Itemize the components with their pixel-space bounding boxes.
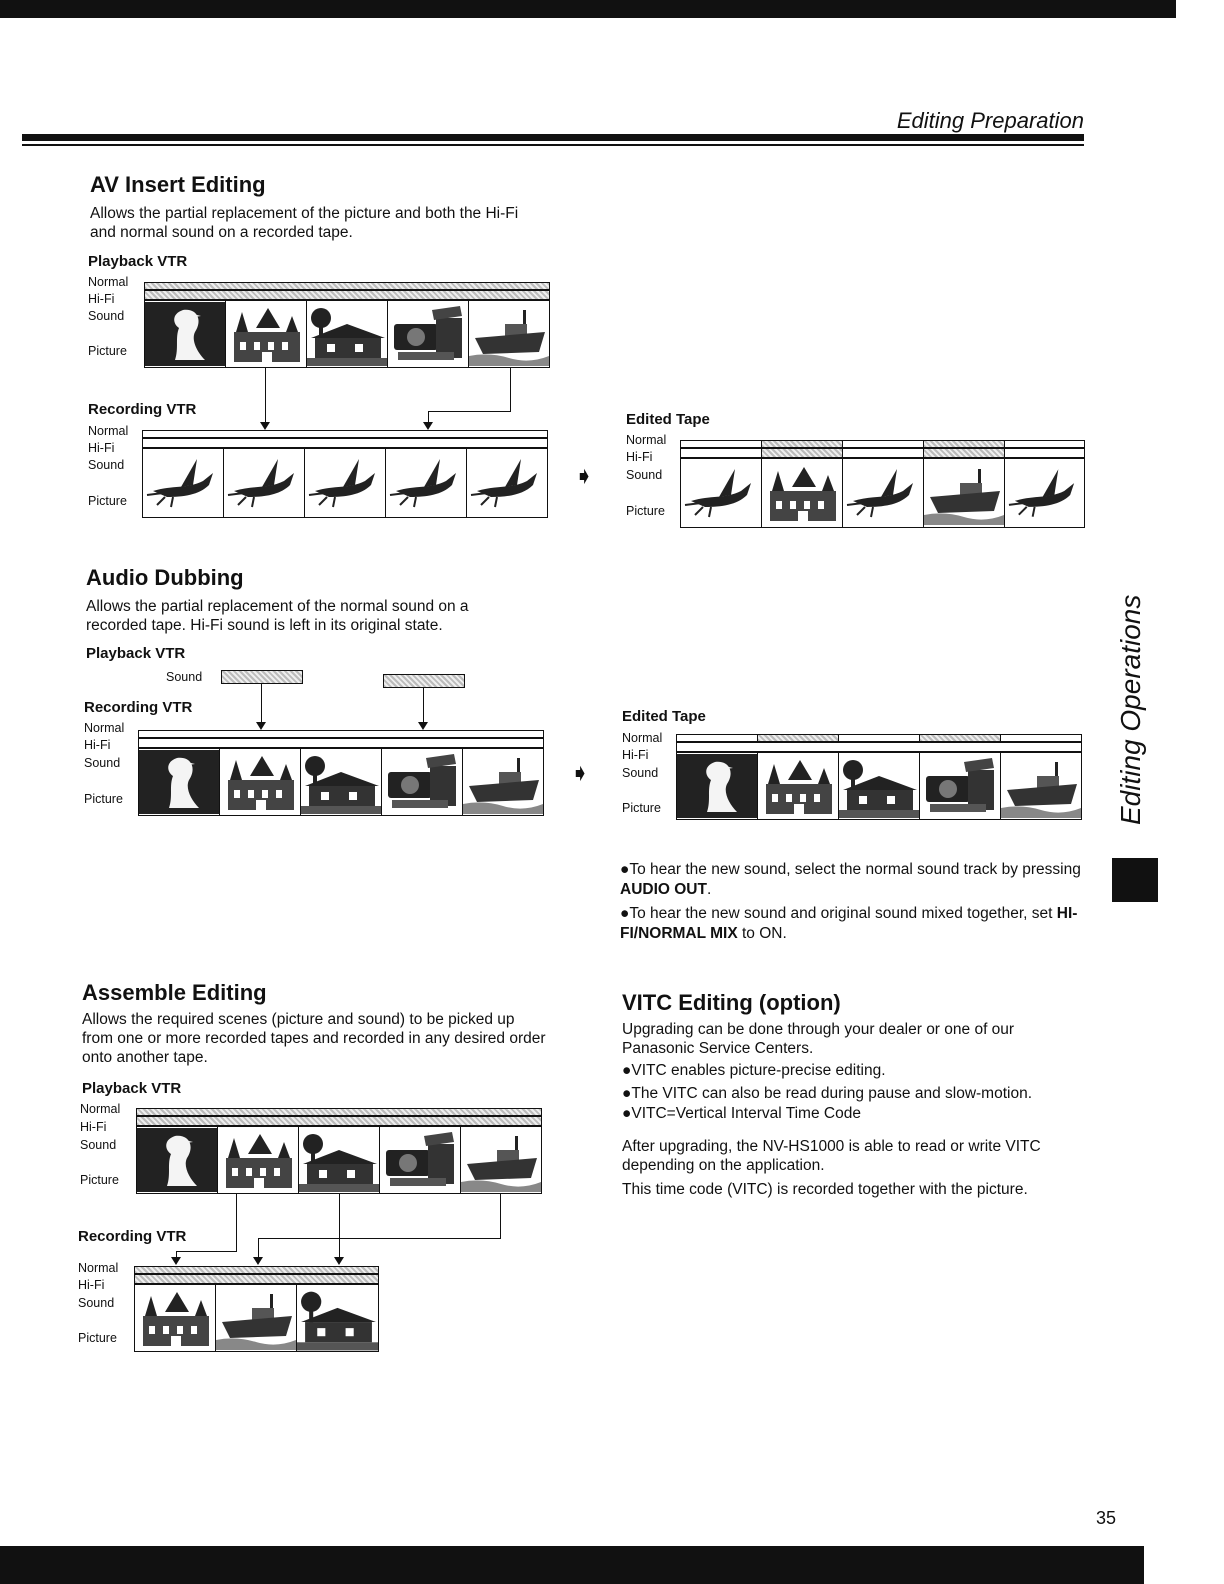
hifi-track [761,448,843,458]
hifi-track [676,742,1082,752]
as-playback-picture: Picture [80,1173,119,1187]
normal-track [757,734,839,742]
ad-edited-hifi: Hi-Fi [622,748,649,762]
frame-house [300,748,382,816]
frame-heron [138,748,220,816]
frame-castle [217,1126,299,1194]
as-playback-strip [136,1108,542,1194]
normal-track [923,440,1005,448]
normal-track [144,282,550,290]
vitc-after-upgrade: After upgrading, the NV-HS1000 is able to read or write VITC depending on the application. [622,1138,1041,1174]
normal-track [142,430,548,438]
result-arrow-icon: ➧ [570,760,591,787]
hifi-track [136,1116,542,1126]
frame-bird [385,448,467,518]
header-rule-thin [22,144,1084,146]
frame-heron [144,300,226,368]
av-edited-hifi: Hi-Fi [626,450,653,464]
frame-bird [1004,458,1085,528]
result-arrow-icon: ➧ [574,463,595,490]
connector-line [236,1194,237,1252]
frame-ship [1000,752,1082,820]
frame-bird [466,448,548,518]
normal-track [1000,734,1082,742]
hifi-track [142,438,548,448]
normal-track [842,440,924,448]
av-playback-hifi: Hi-Fi [88,292,115,306]
down-arrow-icon [256,722,266,730]
ad-recording-label: Recording VTR [84,699,193,716]
frame-house [296,1284,379,1352]
connector-line [258,1238,259,1259]
header-rule [22,134,1084,141]
frame-bird [680,458,762,528]
av-edited-strip [680,440,1085,528]
av-insert-description: Allows the partial replacement of the picture and both the Hi-Fi and normal sound on a recorded tape. [90,205,519,241]
frame-bird [842,458,924,528]
hifi-track [842,448,924,458]
ad-edited-strip [676,734,1082,820]
ad-note-2: ●To hear the new sound and original sound mixed together, set HI-FI/NORMAL MIX to ON. [620,905,1078,942]
top-bar [0,0,1176,18]
connector-line [428,411,511,412]
sound-clip-1 [221,670,303,684]
normal-track [761,440,843,448]
av-edited-picture: Picture [626,504,665,518]
frame-house [298,1126,380,1194]
ad-playback-label: Playback VTR [86,645,186,662]
frame-ship [460,1126,542,1194]
av-recording-label: Recording VTR [88,401,197,418]
frame-house [306,300,388,368]
vitc-timecode-note: This time code (VITC) is recorded together with the picture. [622,1181,1028,1198]
ad-edited-label: Edited Tape [622,708,706,725]
frame-castle [757,752,839,820]
normal-track [680,440,762,448]
av-playback-sound: Sound [88,309,125,323]
ad-edited-normal: Normal [622,731,663,745]
side-tab-marker [1112,858,1158,902]
frame-castle [761,458,843,528]
av-playback-normal: Normal [88,275,129,289]
av-playback-strip [144,282,550,368]
normal-track [919,734,1001,742]
ad-edited-picture: Picture [622,801,661,815]
vitc-description: Upgrading can be done through your dealer or one of our Panasonic Service Centers. [622,1021,1015,1057]
frame-heron [136,1126,218,1194]
av-edited-label: Edited Tape [626,411,710,428]
frame-camera [379,1126,461,1194]
ad-edited-sound: Sound [622,766,659,780]
ad-playback-sound: Sound [166,670,203,684]
frame-ship [923,458,1005,528]
ad-note-1: ●To hear the new sound, select the normal sound track by pressing AUDIO OUT. [620,861,1081,898]
as-playback-normal: Normal [80,1102,121,1116]
vitc-bullet-2: ●The VITC can also be read during pause and slow-motion. [622,1085,1033,1102]
connector-line [423,688,424,724]
av-edited-normal: Normal [626,433,667,447]
frame-ship [462,748,544,816]
hifi-track [923,448,1005,458]
ad-recording-sound: Sound [84,756,121,770]
frame-camera [381,748,463,816]
ad-recording-picture: Picture [84,792,123,806]
frame-castle [225,300,307,368]
av-recording-sound: Sound [88,458,125,472]
assemble-description: Allows the required scenes (picture and sound) to be picked up from one or more recorded tapes and recorded in any desired order onto another tape. [82,1011,546,1066]
down-arrow-icon [171,1257,181,1265]
av-insert-title: AV Insert Editing [90,172,266,197]
down-arrow-icon [253,1257,263,1265]
normal-track [676,734,758,742]
side-tab-label: Editing Operations [1115,594,1146,825]
frame-bird [223,448,305,518]
as-playback-sound: Sound [80,1138,117,1152]
av-recording-picture: Picture [88,494,127,508]
hifi-track [1004,448,1085,458]
as-playback-label: Playback VTR [82,1080,182,1097]
down-arrow-icon [418,722,428,730]
as-recording-sound: Sound [78,1296,115,1310]
hifi-track [680,448,762,458]
down-arrow-icon [260,422,270,430]
header-title: Editing Preparation [896,108,1084,133]
down-arrow-icon [334,1257,344,1265]
frame-camera [919,752,1001,820]
av-playback-picture: Picture [88,344,127,358]
connector-line [500,1194,501,1239]
vitc-bullet-3: ●VITC=Vertical Interval Time Code [622,1105,861,1122]
as-recording-label: Recording VTR [78,1228,187,1245]
connector-line [258,1238,501,1239]
down-arrow-icon [423,422,433,430]
as-recording-hifi: Hi-Fi [78,1278,105,1292]
connector-line [261,684,262,724]
frame-castle [134,1284,216,1352]
ad-recording-strip [138,730,544,816]
as-recording-picture: Picture [78,1331,117,1345]
normal-track [136,1108,542,1116]
connector-line [339,1194,340,1259]
normal-track [134,1266,379,1274]
av-recording-strip [142,430,548,518]
hifi-track [144,290,550,300]
av-edited-sound: Sound [626,468,663,482]
as-recording-strip [134,1266,379,1352]
frame-ship [468,300,550,368]
av-recording-normal: Normal [88,424,129,438]
as-playback-hifi: Hi-Fi [80,1120,107,1134]
frame-house [838,752,920,820]
ad-recording-hifi: Hi-Fi [84,738,111,752]
page-number: 35 [1096,1508,1117,1528]
audio-dubbing-title: Audio Dubbing [86,565,244,590]
connector-line [265,368,266,424]
ad-recording-normal: Normal [84,721,125,735]
normal-track [838,734,920,742]
frame-bird [304,448,386,518]
bottom-bar [0,1546,1144,1584]
vitc-title: VITC Editing (option) [622,990,841,1015]
frame-bird [142,448,224,518]
connector-line [510,368,511,412]
normal-track [1004,440,1085,448]
audio-dubbing-description: Allows the partial replacement of the normal sound on a recorded tape. Hi-Fi sound is left in its original state. [86,598,469,634]
connector-line [176,1251,237,1252]
sound-clip-2 [383,674,465,688]
frame-camera [387,300,469,368]
vitc-bullet-1: ●VITC enables picture-precise editing. [622,1062,886,1079]
av-playback-label: Playback VTR [88,253,188,270]
as-recording-normal: Normal [78,1261,119,1275]
assemble-title: Assemble Editing [82,980,267,1005]
frame-heron [676,752,758,820]
av-recording-hifi: Hi-Fi [88,441,115,455]
frame-ship [215,1284,297,1352]
hifi-track [134,1274,379,1284]
normal-track [138,730,544,738]
hifi-track [138,738,544,748]
frame-castle [219,748,301,816]
